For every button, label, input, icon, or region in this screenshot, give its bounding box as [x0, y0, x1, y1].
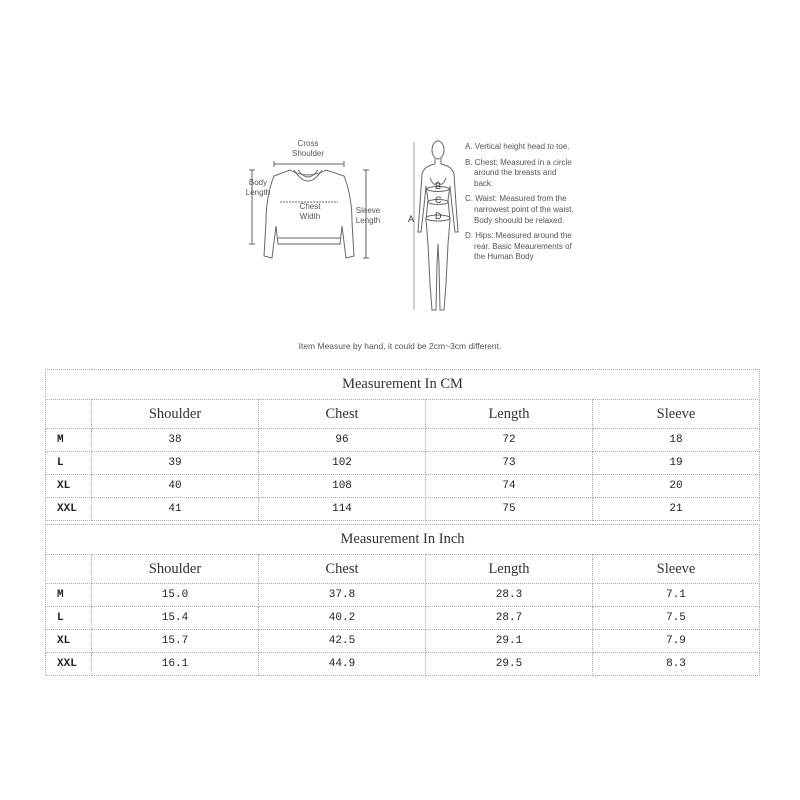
note-c: C. Waist: Measured from the narrowest point of the waist. Body shoould be relaxed.	[465, 194, 574, 225]
table-cell: 15.4	[92, 607, 259, 630]
header-cell-empty	[46, 555, 92, 584]
table-cell: 114	[259, 498, 426, 521]
column-header: Length	[426, 555, 593, 584]
table-row	[46, 475, 760, 498]
size-table-cm	[45, 369, 760, 521]
column-header: Shoulder	[92, 555, 259, 584]
note-b: B. Chest: Measured in a circle around the breasts and back.	[465, 157, 572, 188]
table-title: Measurement In Inch	[46, 525, 760, 555]
table-cell: 73	[426, 452, 593, 475]
measure-disclaimer: Item Measure by hand, it could be 2cm~3cm different.	[298, 341, 502, 351]
size-label: XL	[46, 475, 92, 498]
table-cell: 74	[426, 475, 593, 498]
table-row	[46, 498, 760, 521]
table-header-row	[46, 555, 760, 584]
size-label: XXL	[46, 653, 92, 676]
table-row	[46, 653, 760, 676]
table-cell: 72	[426, 429, 593, 452]
size-label: XXL	[46, 498, 92, 521]
size-table-inch	[45, 524, 760, 676]
letter-b: B	[435, 181, 442, 191]
table-cell: 39	[92, 452, 259, 475]
table-cell: 29.5	[426, 653, 593, 676]
chest-width-label: Chest Width	[299, 202, 321, 221]
table-cell: 15.0	[92, 584, 259, 607]
table-cell: 42.5	[259, 630, 426, 653]
table-cell: 108	[259, 475, 426, 498]
table-cell: 7.9	[593, 630, 760, 653]
table-cell: 38	[92, 429, 259, 452]
letter-d: D	[435, 211, 442, 221]
table-cell: 21	[593, 498, 760, 521]
column-header: Chest	[259, 400, 426, 429]
letter-a: A	[408, 214, 415, 224]
column-header: Length	[426, 400, 593, 429]
table-cell: 19	[593, 452, 760, 475]
table-header-row	[46, 400, 760, 429]
table-cell: 102	[259, 452, 426, 475]
letter-c: C	[435, 195, 442, 205]
table-cell: 37.8	[259, 584, 426, 607]
cross-shoulder-label: Cross Shoulder	[291, 139, 325, 158]
table-cell: 44.9	[259, 653, 426, 676]
table-row	[46, 429, 760, 452]
table-cell: 16.1	[92, 653, 259, 676]
table-cell: 75	[426, 498, 593, 521]
table-cell: 96	[259, 429, 426, 452]
table-cell: 29.1	[426, 630, 593, 653]
table-title: Measurement In CM	[46, 370, 760, 400]
column-header: Sleeve	[593, 400, 760, 429]
table-cell: 20	[593, 475, 760, 498]
column-header: Sleeve	[593, 555, 760, 584]
table-row	[46, 452, 760, 475]
table-cell: 7.1	[593, 584, 760, 607]
size-label: M	[46, 429, 92, 452]
sweater-diagram	[238, 136, 388, 266]
table-row	[46, 584, 760, 607]
table-cell: 7.5	[593, 607, 760, 630]
table-cell: 18	[593, 429, 760, 452]
body-length-label: Body Length	[245, 178, 271, 197]
table-row	[46, 630, 760, 653]
table-cell: 28.3	[426, 584, 593, 607]
note-a: A. Vertical height head to toe.	[465, 142, 570, 151]
table-cell: 41	[92, 498, 259, 521]
body-measurement-notes	[465, 142, 575, 268]
header-cell-empty	[46, 400, 92, 429]
note-d: D. Hips: Measured around the rear. Basic Meaurements of the Human Body	[465, 231, 572, 262]
size-label: L	[46, 607, 92, 630]
table-title-row	[46, 525, 760, 555]
size-label: L	[46, 452, 92, 475]
table-cell: 28.7	[426, 607, 593, 630]
sleeve-length-label: Sleeve Length	[355, 206, 381, 225]
table-row	[46, 607, 760, 630]
table-cell: 40.2	[259, 607, 426, 630]
table-cell: 8.3	[593, 653, 760, 676]
size-label: M	[46, 584, 92, 607]
table-cell: 15.7	[92, 630, 259, 653]
table-title-row	[46, 370, 760, 400]
column-header: Chest	[259, 555, 426, 584]
size-label: XL	[46, 630, 92, 653]
column-header: Shoulder	[92, 400, 259, 429]
table-cell: 40	[92, 475, 259, 498]
